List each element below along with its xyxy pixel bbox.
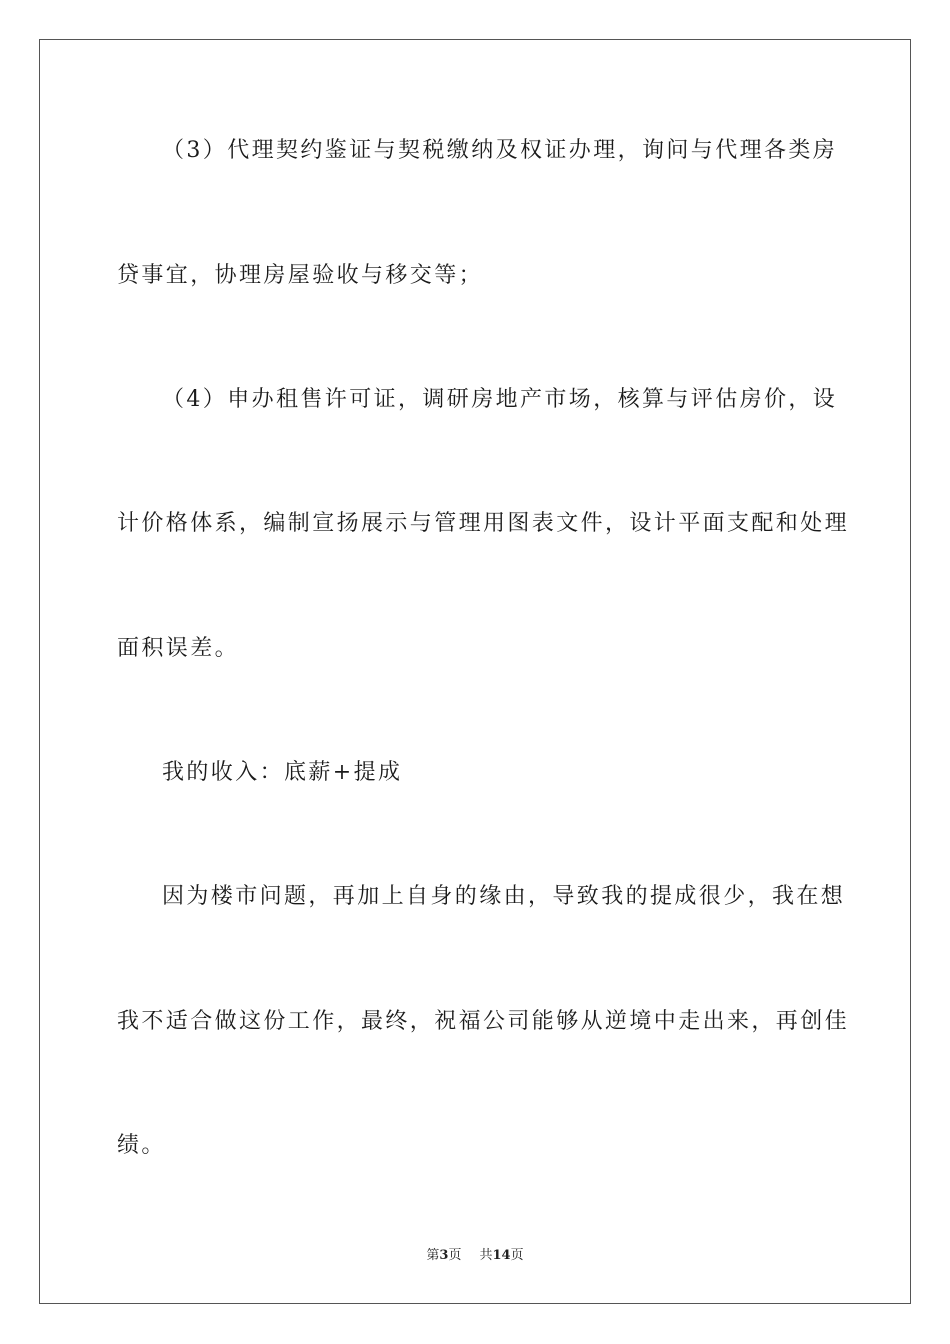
paragraph-line: 计价格体系，编制宣扬展示与管理用图表文件，设计平面支配和处理 (117, 511, 850, 536)
page-prefix: 第 (426, 1248, 440, 1263)
page-border (39, 39, 911, 1304)
paragraph-line: 我不适合做这份工作，最终，祝福公司能够从逆境中走出来，再创佳 (117, 1009, 850, 1034)
page-unit: 页 (448, 1248, 462, 1263)
page-current: 3 (439, 1248, 449, 1263)
total-unit: 页 (510, 1248, 524, 1263)
paragraph-line: 我的收入：底薪+提成 (162, 760, 403, 785)
total-prefix: 共 (479, 1248, 493, 1263)
paragraph-line: 贷事宜，协理房屋验收与移交等； (117, 263, 484, 288)
page-footer (0, 1248, 950, 1264)
paragraph-line: 因为楼市问题，再加上自身的缘由，导致我的提成很少，我在想 (162, 884, 846, 909)
page-total: 14 (492, 1248, 511, 1263)
paragraph-line: （4）申办租售许可证，调研房地产市场，核算与评估房价，设 (162, 387, 838, 412)
paragraph-line: 面积误差。 (117, 636, 240, 661)
paragraph-line: （3）代理契约鉴证与契税缴纳及权证办理，询问与代理各类房 (162, 138, 838, 163)
paragraph-line: 绩。 (117, 1133, 166, 1158)
